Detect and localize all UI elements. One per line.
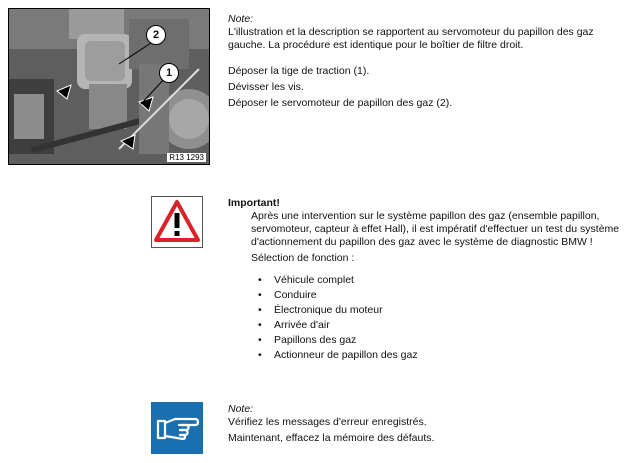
procedure-block <box>228 13 633 110</box>
function-selection-list <box>228 273 633 363</box>
important-text: Après une intervention sur le système papillon des gaz (ensemble papillon, servomoteur, capteur à effet Hall), il est impératif d'effectuer un test du système d'actionnement du papillon des gaz avec le système de diagnostic BMW ! <box>251 210 620 248</box>
note-text: L'illustration et la description se rapportent au servomoteur du papillon des gaz gauche. La procédure est identique pour le boîtier de filtre droit. <box>228 26 594 51</box>
callout-1: 1 <box>159 63 179 83</box>
step-item: Déposer le servomoteur de papillon des gaz (2). <box>228 97 453 109</box>
pointing-hand-icon <box>151 402 203 454</box>
step-item: Dévisser les vis. <box>228 81 304 93</box>
note-label: Note: <box>228 13 254 25</box>
note-line: Maintenant, effacez la mémoire des défauts. <box>228 432 435 444</box>
warning-triangle-icon <box>151 196 203 248</box>
note-line: Vérifiez les messages d'erreur enregistrés. <box>228 416 427 428</box>
list-item: • Véhicule complet <box>228 273 633 288</box>
note-block <box>228 403 633 445</box>
list-item: • Conduire <box>228 288 633 303</box>
step-item: Déposer la tige de traction (1). <box>228 65 370 77</box>
component-photo <box>8 8 210 165</box>
important-block <box>228 197 633 363</box>
callout-2: 2 <box>146 25 166 45</box>
selection-label: Sélection de fonction : <box>251 252 355 264</box>
note-label: Note: <box>228 403 254 415</box>
list-item: • Électronique du moteur <box>228 303 633 318</box>
important-title: Important! <box>228 197 280 209</box>
throttle-servomotor-illustration <box>9 9 209 164</box>
list-item: • Arrivée d'air <box>228 318 633 333</box>
list-item: • Papillons des gaz <box>228 333 633 348</box>
list-item: • Actionneur de papillon des gaz <box>228 348 633 363</box>
figure-code: R13 1293 <box>169 153 204 162</box>
